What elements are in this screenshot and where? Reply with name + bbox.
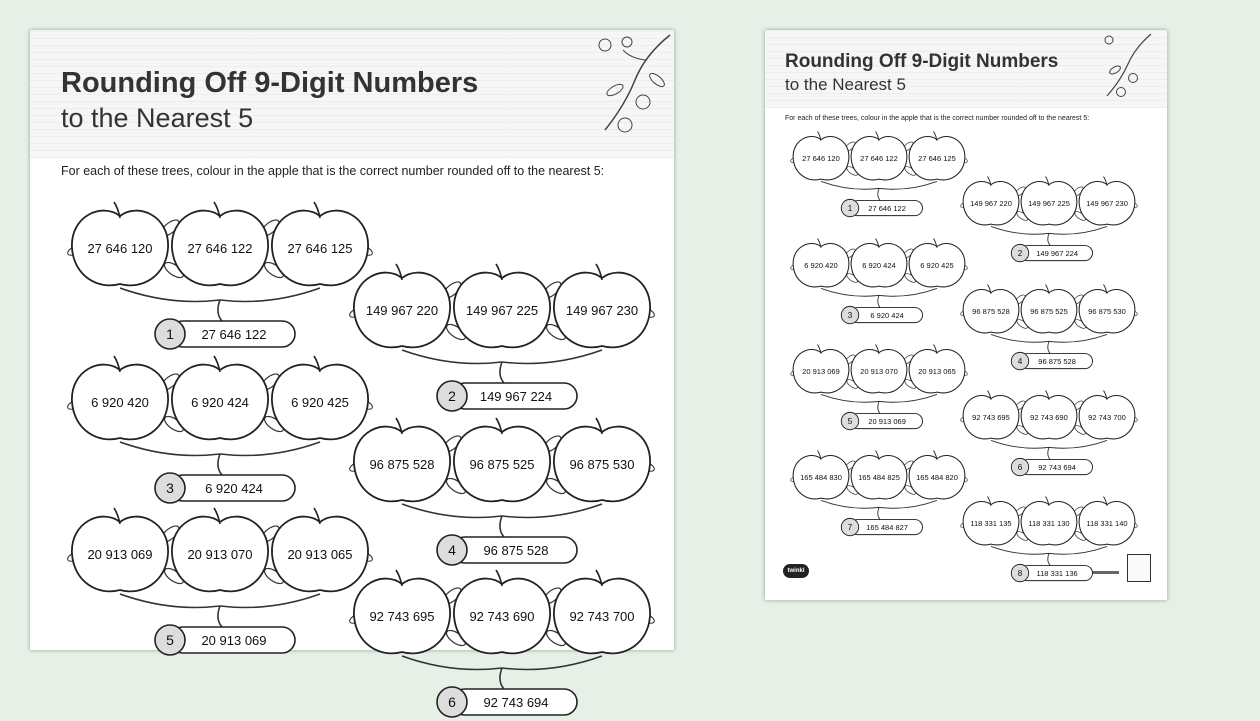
apple-number: 6 920 420 — [91, 395, 149, 410]
apple-number: 149 967 225 — [465, 303, 539, 318]
tree-branch — [821, 288, 937, 307]
apple-option[interactable] — [963, 285, 1019, 333]
target-number: 118 331 136 — [1036, 568, 1078, 578]
apple-option[interactable] — [909, 345, 965, 393]
apple-option[interactable] — [1079, 285, 1135, 333]
apple-option[interactable] — [851, 451, 907, 499]
apple-option[interactable] — [454, 570, 550, 653]
apple-option[interactable] — [172, 356, 268, 439]
apple-option[interactable] — [354, 418, 450, 501]
worksheet-title: Rounding Off 9-Digit Numbers — [61, 67, 479, 99]
apple-number: 92 743 700 — [569, 609, 635, 624]
tree-question-2 — [962, 180, 1136, 264]
tree-branch — [402, 350, 602, 383]
apple-option[interactable] — [354, 264, 450, 347]
question-number: 2 — [1017, 248, 1023, 258]
apple-option[interactable] — [851, 239, 907, 287]
apple-number: 92 743 700 — [1088, 413, 1126, 423]
apple-number: 96 875 528 — [369, 457, 435, 472]
apple-number: 96 875 530 — [1088, 307, 1126, 317]
apple-branch-illustration — [585, 30, 675, 145]
apple-number: 20 913 069 — [87, 547, 153, 562]
target-number: 6 920 424 — [870, 310, 904, 320]
apple-option[interactable] — [793, 451, 849, 499]
tree-question-3 — [70, 362, 370, 507]
target-number: 27 646 122 — [201, 327, 267, 342]
apple-option[interactable] — [554, 418, 650, 501]
apple-number: 27 646 120 — [87, 241, 153, 256]
apple-option[interactable] — [963, 391, 1019, 439]
apple-number: 118 331 135 — [970, 519, 1012, 529]
apple-number: 118 331 130 — [1028, 519, 1070, 529]
tree-branch — [991, 226, 1107, 245]
apple-number: 149 967 220 — [365, 303, 439, 318]
target-number: 96 875 528 — [1038, 356, 1076, 366]
question-number: 6 — [1017, 462, 1023, 472]
apple-number: 149 967 230 — [1086, 199, 1128, 209]
tree-branch — [991, 334, 1107, 353]
tree-branch — [120, 288, 320, 321]
apple-number: 92 743 695 — [369, 609, 435, 624]
apple-option[interactable] — [851, 132, 907, 180]
worksheet-instructions: For each of these trees, colour in the apple that is the correct number rounded off to the nearest 5: — [61, 164, 605, 178]
apple-branch-illustration — [1095, 30, 1155, 105]
tree-question-4 — [962, 288, 1136, 372]
apple-number: 27 646 125 — [287, 241, 353, 256]
apple-number: 165 484 830 — [800, 473, 842, 483]
tree-question-5 — [70, 514, 370, 659]
apple-option[interactable] — [454, 264, 550, 347]
apple-option[interactable] — [909, 451, 965, 499]
apple-number: 27 646 122 — [860, 154, 898, 164]
apple-option[interactable] — [909, 132, 965, 180]
target-number: 92 743 694 — [483, 695, 549, 710]
apple-option[interactable] — [1021, 391, 1077, 439]
apple-option[interactable] — [554, 264, 650, 347]
question-number: 2 — [448, 388, 456, 404]
apple-number: 20 913 069 — [802, 367, 840, 377]
question-number: 4 — [1017, 356, 1023, 366]
apple-option[interactable] — [1021, 177, 1077, 225]
apple-option[interactable] — [1021, 497, 1077, 545]
apple-number: 20 913 070 — [860, 367, 898, 377]
apple-number: 6 920 420 — [804, 261, 838, 271]
apple-option[interactable] — [454, 418, 550, 501]
apple-number: 27 646 122 — [187, 241, 253, 256]
target-number: 149 967 224 — [1036, 248, 1079, 258]
apple-number: 20 913 065 — [287, 547, 353, 562]
apple-number: 165 484 825 — [858, 473, 900, 483]
tree-branch — [120, 442, 320, 475]
target-number: 92 743 694 — [1038, 462, 1076, 472]
target-number: 96 875 528 — [483, 543, 549, 558]
apple-number: 96 875 525 — [1030, 307, 1068, 317]
apple-number: 92 743 690 — [1030, 413, 1068, 423]
tree-question-6 — [352, 576, 652, 721]
tree-question-5 — [792, 348, 966, 432]
apple-number: 149 967 225 — [1028, 199, 1070, 209]
target-number: 149 967 224 — [479, 389, 553, 404]
worksheet-preview-large — [30, 30, 674, 710]
question-number: 6 — [448, 694, 456, 710]
apple-number: 20 913 065 — [918, 367, 956, 377]
tree-branch — [821, 181, 937, 200]
question-number: 1 — [847, 203, 853, 213]
apple-option[interactable] — [554, 570, 650, 653]
tree-question-1 — [792, 135, 966, 219]
apple-option[interactable] — [72, 356, 168, 439]
apple-number: 6 920 425 — [291, 395, 349, 410]
tree-branch — [120, 594, 320, 627]
worksheet-instructions: For each of these trees, colour in the apple that is the correct number rounded off to the nearest 5: — [785, 115, 1090, 122]
tree-branch — [821, 500, 937, 519]
question-number: 7 — [847, 522, 853, 532]
apple-number: 6 920 424 — [191, 395, 249, 410]
worksheet-preview-small — [765, 30, 1167, 600]
apple-option[interactable] — [793, 239, 849, 287]
apple-option[interactable] — [72, 508, 168, 591]
apple-option[interactable] — [354, 570, 450, 653]
tree-question-3 — [792, 242, 966, 326]
question-number: 3 — [166, 480, 174, 496]
apple-option[interactable] — [909, 239, 965, 287]
worksheet-subtitle: to the Nearest 5 — [61, 103, 254, 133]
question-number: 5 — [166, 632, 174, 648]
apple-number: 6 920 425 — [920, 261, 954, 271]
tree-branch — [991, 440, 1107, 459]
apple-number: 96 875 525 — [469, 457, 535, 472]
apple-option[interactable] — [1021, 285, 1077, 333]
apple-number: 92 743 695 — [972, 413, 1010, 423]
apple-option[interactable] — [1079, 177, 1135, 225]
apple-option[interactable] — [793, 132, 849, 180]
tree-question-1 — [70, 208, 370, 353]
apple-number: 20 913 070 — [187, 547, 253, 562]
target-number: 20 913 069 — [868, 416, 906, 426]
apple-option[interactable] — [1079, 497, 1135, 545]
apple-number: 6 920 424 — [862, 261, 896, 271]
question-number: 4 — [448, 542, 456, 558]
tree-branch — [991, 546, 1107, 565]
tree-question-8 — [962, 500, 1136, 584]
apple-option[interactable] — [172, 508, 268, 591]
apple-number: 27 646 125 — [918, 154, 956, 164]
twinkl-logo: twinkl — [783, 564, 809, 578]
tree-branch — [402, 656, 602, 689]
question-number: 3 — [847, 310, 853, 320]
worksheet-subtitle: to the Nearest 5 — [785, 75, 906, 94]
apple-option[interactable] — [963, 177, 1019, 225]
target-number: 6 920 424 — [205, 481, 263, 496]
apple-number: 149 967 230 — [565, 303, 639, 318]
question-number: 5 — [847, 416, 853, 426]
apple-option[interactable] — [851, 345, 907, 393]
apple-number: 27 646 120 — [802, 154, 840, 164]
apple-number: 96 875 530 — [569, 457, 635, 472]
tree-question-2 — [352, 270, 652, 415]
apple-option[interactable] — [172, 202, 268, 285]
tree-branch — [402, 504, 602, 537]
target-number: 20 913 069 — [201, 633, 267, 648]
question-number: 1 — [166, 326, 174, 342]
apple-option[interactable] — [963, 497, 1019, 545]
apple-number: 92 743 690 — [469, 609, 535, 624]
apple-option[interactable] — [1079, 391, 1135, 439]
apple-number: 149 967 220 — [970, 199, 1012, 209]
apple-option[interactable] — [72, 202, 168, 285]
target-number: 27 646 122 — [868, 203, 906, 213]
worksheet-title: Rounding Off 9-Digit Numbers — [785, 51, 1059, 72]
apple-number: 165 484 820 — [916, 473, 958, 483]
question-number: 8 — [1017, 568, 1023, 578]
apple-number: 118 331 140 — [1086, 519, 1128, 529]
apple-number: 96 875 528 — [972, 307, 1010, 317]
apple-option[interactable] — [793, 345, 849, 393]
target-number: 165 484 827 — [866, 522, 909, 532]
tree-branch — [821, 394, 937, 413]
tree-question-4 — [352, 424, 652, 569]
tree-question-6 — [962, 394, 1136, 478]
tree-question-7 — [792, 454, 966, 538]
